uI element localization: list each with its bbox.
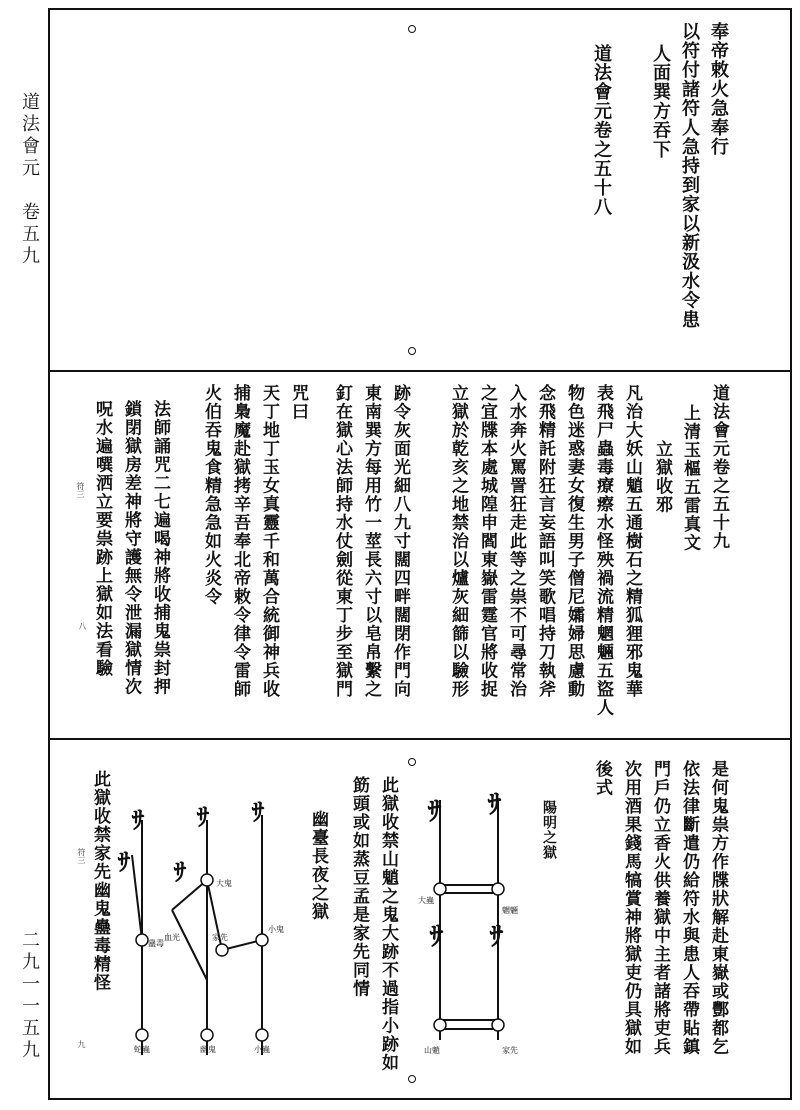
glyph-mark: ｻ <box>118 847 130 876</box>
diagram-line <box>132 855 142 940</box>
text-column: 人面巽方吞下 <box>650 44 671 160</box>
text-column: 門戶仍立香火供養獄中主者諸將吏兵 <box>650 760 670 1056</box>
glyph-mark: ｻ <box>430 922 444 952</box>
print-note: 符三 <box>77 848 86 864</box>
node-label: 大蟲 <box>418 896 434 905</box>
glyph-mark: ｻ <box>197 802 209 831</box>
section-heading: 立獄收邪 <box>652 440 672 514</box>
binding-hole-icon <box>408 25 416 33</box>
text-column: 鎖閉獄房差神將守護無令泄漏獄情次 <box>121 400 141 696</box>
text-column: 以符付諸符人急持到家以新汲水令患 <box>679 22 700 330</box>
text-column: 筯頭或如蒸豆孟是家先同情 <box>349 776 369 998</box>
glyph-mark: ｻ <box>174 857 186 886</box>
incantation-label: 咒曰 <box>288 384 308 421</box>
text-column: 跡令灰面光細八九寸闊四畔闊閉作門向 <box>390 384 410 699</box>
text-column: 立獄於乾亥之地禁治以爐灰細篩以驗形 <box>448 384 468 699</box>
binding-hole-icon <box>408 758 416 766</box>
node-label: 血光 <box>164 933 180 942</box>
glyph-mark: ｻ <box>132 805 144 834</box>
text-column: 物色迷惑妻女復生男子僧尼孀婦思慮動 <box>564 384 584 699</box>
diagram-node <box>434 883 446 895</box>
diagram-node <box>136 934 148 946</box>
diagram-node <box>201 1029 213 1041</box>
node-label: 小蟲 <box>254 1045 270 1054</box>
text-column: 依法律斷遣仍給符水與患人吞帶貼鎮 <box>679 760 699 1056</box>
youtai-prison-diagram <box>112 797 284 1080</box>
glyph-mark: ｻ <box>428 797 442 827</box>
print-note: 九 <box>77 1040 86 1048</box>
print-note: 符三 <box>76 482 85 498</box>
glyph-mark: ｻ <box>488 790 502 820</box>
subtitle: 上清玉樞五雷真文 <box>680 404 700 552</box>
text-column: 凡治大妖山魈五通樹石之精狐狸邪鬼華 <box>622 384 642 699</box>
node-label: 蛇蟲 <box>134 1045 150 1054</box>
text-column: 入水奔火罵詈狂走此等之祟不可尋常治 <box>506 384 526 699</box>
glyph-mark: ｻ <box>252 797 264 826</box>
text-column: 天丁地丁玉女真靈千和萬合統御神兵收 <box>259 384 279 699</box>
node-label: 蠱毒 <box>148 939 164 948</box>
node-label: 山魈 <box>424 1046 440 1055</box>
node-label: 家先 <box>212 933 228 942</box>
text-column: 此獄收禁山魈之鬼大跡不過指小跡如 <box>378 776 398 1072</box>
diagram-node <box>492 883 504 895</box>
book-title-margin: 道法會元 卷五九 <box>19 92 40 268</box>
chapter-end-title: 道法會元卷之五十八 <box>591 44 612 217</box>
yangming-prison-diagram <box>418 785 538 1085</box>
diagram-node <box>201 874 213 886</box>
text-column: 東南巽方每用竹一莖長六寸以皂帛繫之 <box>361 384 381 699</box>
print-note: 八 <box>78 622 87 630</box>
prison-heading-youtai: 幽臺長夜之獄 <box>308 810 328 921</box>
text-column: 次用酒果錢馬犒賞神將獄吏仍具獄如 <box>621 760 641 1056</box>
text-column: 火伯吞鬼食精急急如火炎令 <box>201 384 221 606</box>
diagram-node <box>492 1019 504 1031</box>
node-label: 魍魎 <box>502 906 518 915</box>
prison-heading-yangming: 陽明之獄 <box>541 800 557 860</box>
panel-divider-2 <box>50 738 790 740</box>
text-column: 念飛精託附狂言妄語叫笑歌唱持刀執斧 <box>535 384 555 699</box>
node-label: 幽鬼 <box>200 1045 216 1054</box>
text-column: 捕梟魔赴獄拷辛吾奉北帝敕令律令雷師 <box>230 384 250 699</box>
diagram-node <box>434 1019 446 1031</box>
diagram-node <box>136 1029 148 1041</box>
text-column: 之宜牒本處城隍申閻東嶽雷霆官將收捉 <box>477 384 497 699</box>
text-column: 後式 <box>592 760 612 797</box>
node-label: 大鬼 <box>216 879 232 888</box>
chapter-title: 道法會元卷之五十九 <box>709 384 729 551</box>
glyph-mark: ｻ <box>490 922 504 952</box>
text-column: 是何鬼祟方作牒狀解赴東嶽或酆都乞 <box>708 760 728 1056</box>
binding-hole-icon <box>408 347 416 355</box>
diagram-node <box>216 944 228 956</box>
node-label: 家先 <box>502 1046 518 1055</box>
node-label: 小鬼 <box>268 925 284 934</box>
text-column: 法師誦咒二七遍喝神將收捕鬼祟封押 <box>150 400 170 696</box>
diagram-node <box>256 1029 268 1041</box>
diagram-node <box>256 934 268 946</box>
text-column: 表飛尸蟲毒療瘵水怪殃禍流精魍魎五盜人 <box>593 384 613 717</box>
binding-hole-icon <box>408 1075 416 1083</box>
text-column: 呪水遍噀洒立要祟跡上獄如法看驗 <box>92 400 112 678</box>
text-column: 奉帝敕火急奉行 <box>708 22 729 157</box>
text-column: 此獄收禁家先幽鬼蠱毒精怪 <box>90 770 110 992</box>
panel-divider-1 <box>50 370 790 372</box>
text-column: 釘在獄心法師持水仗劍從東丁步至獄門 <box>332 384 352 699</box>
page-number-margin: 二九一一五九 <box>19 930 40 1062</box>
diagram-line <box>172 910 207 980</box>
